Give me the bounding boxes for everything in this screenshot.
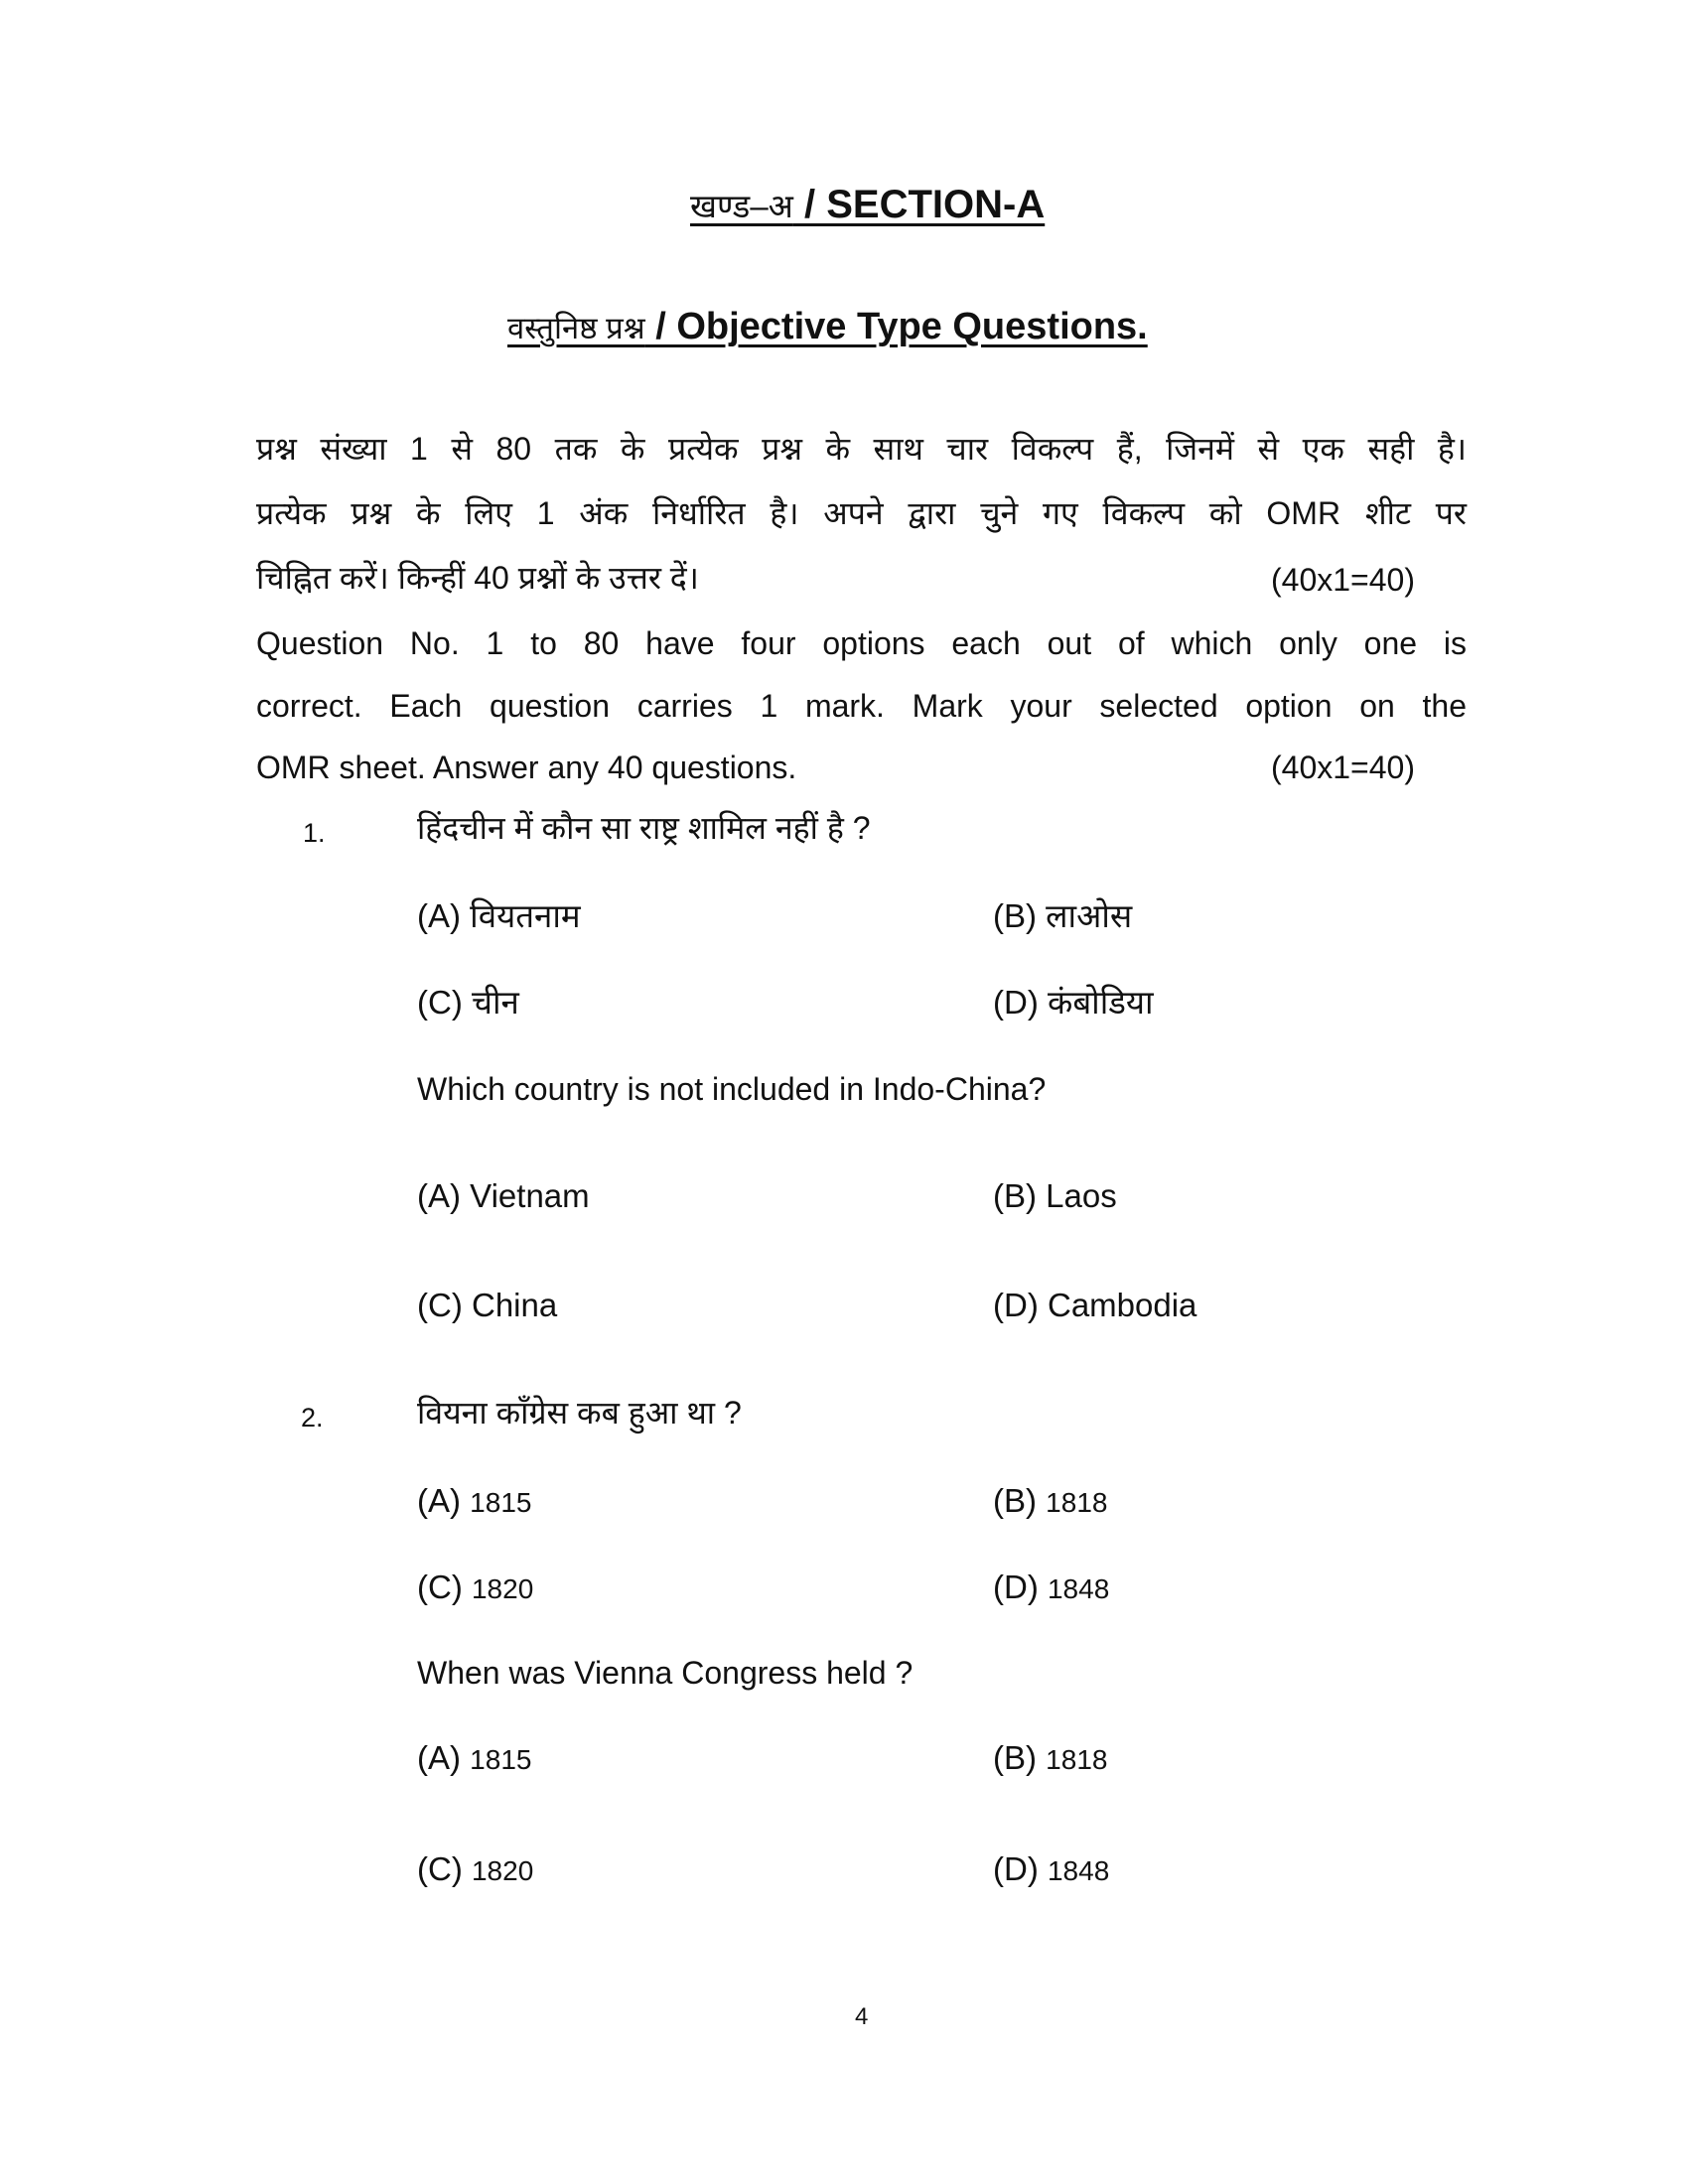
question-number: 1. <box>303 818 326 848</box>
page-number: 4 <box>855 2003 869 2030</box>
option-d-hindi: (D) 1848 <box>993 1569 1110 1605</box>
instruction-english-line-3: OMR sheet. Answer any 40 questions. <box>256 750 797 785</box>
option-a-english: (A) 1815 <box>417 1739 532 1776</box>
option-c-english: (C) China <box>417 1287 558 1323</box>
option-c-hindi: (C) 1820 <box>417 1569 534 1605</box>
option-b-english: (B) Laos <box>993 1177 1117 1214</box>
section-heading <box>690 185 1045 224</box>
question-text-english: Which country is not included in Indo-China? <box>417 1071 1047 1107</box>
instruction-english-line-1: Question No. 1 to 80 have four options each out of which only one is <box>256 625 1467 661</box>
question-text-hindi: वियना काँग्रेस कब हुआ था ? <box>417 1395 742 1431</box>
section-heading-hindi: खण्ड–अ <box>690 188 793 224</box>
marks-english: (40x1=40) <box>1271 750 1415 785</box>
option-b-english: (B) 1818 <box>993 1739 1108 1776</box>
option-a-english: (A) Vietnam <box>417 1177 590 1214</box>
subheading <box>507 308 1148 345</box>
question-text-hindi: हिंदचीन में कौन सा राष्ट्र शामिल नहीं है ? <box>417 810 871 846</box>
option-b-hindi: (B) लाओस <box>993 897 1133 934</box>
option-c-hindi: (C) चीन <box>417 984 519 1021</box>
option-a-hindi: (A) 1815 <box>417 1482 532 1519</box>
instruction-hindi-line-3: चिह्नित करें। किन्हीं 40 प्रश्नों के उत्तर दें। <box>256 560 699 596</box>
option-d-english: (D) Cambodia <box>993 1287 1197 1323</box>
question-text-english: When was Vienna Congress held ? <box>417 1655 914 1691</box>
option-d-english: (D) 1848 <box>993 1850 1110 1887</box>
instruction-hindi-line-1: प्रश्न संख्या 1 से 80 तक के प्रत्येक प्रश्न के साथ चार विकल्प हैं, जिनमें से एक सही है। <box>256 431 1467 467</box>
instruction-hindi-line-2: प्रत्येक प्रश्न के लिए 1 अंक निर्धारित है। अपने द्वारा चुने गए विकल्प को OMR शीट पर <box>256 495 1467 531</box>
option-b-hindi: (B) 1818 <box>993 1482 1108 1519</box>
instruction-english-line-2: correct. Each question carries 1 mark. Mark your selected option on the <box>256 688 1467 724</box>
marks-hindi: (40x1=40) <box>1271 562 1415 598</box>
option-c-english: (C) 1820 <box>417 1850 534 1887</box>
question-number: 2. <box>301 1403 324 1433</box>
option-a-hindi: (A) वियतनाम <box>417 897 581 934</box>
section-heading-english: / SECTION-A <box>792 183 1046 226</box>
subheading-english: / Objective Type Questions. <box>644 306 1148 347</box>
subheading-hindi: वस्तुनिष्ठ प्रश्न <box>507 311 645 345</box>
option-d-hindi: (D) कंबोडिया <box>993 984 1154 1021</box>
